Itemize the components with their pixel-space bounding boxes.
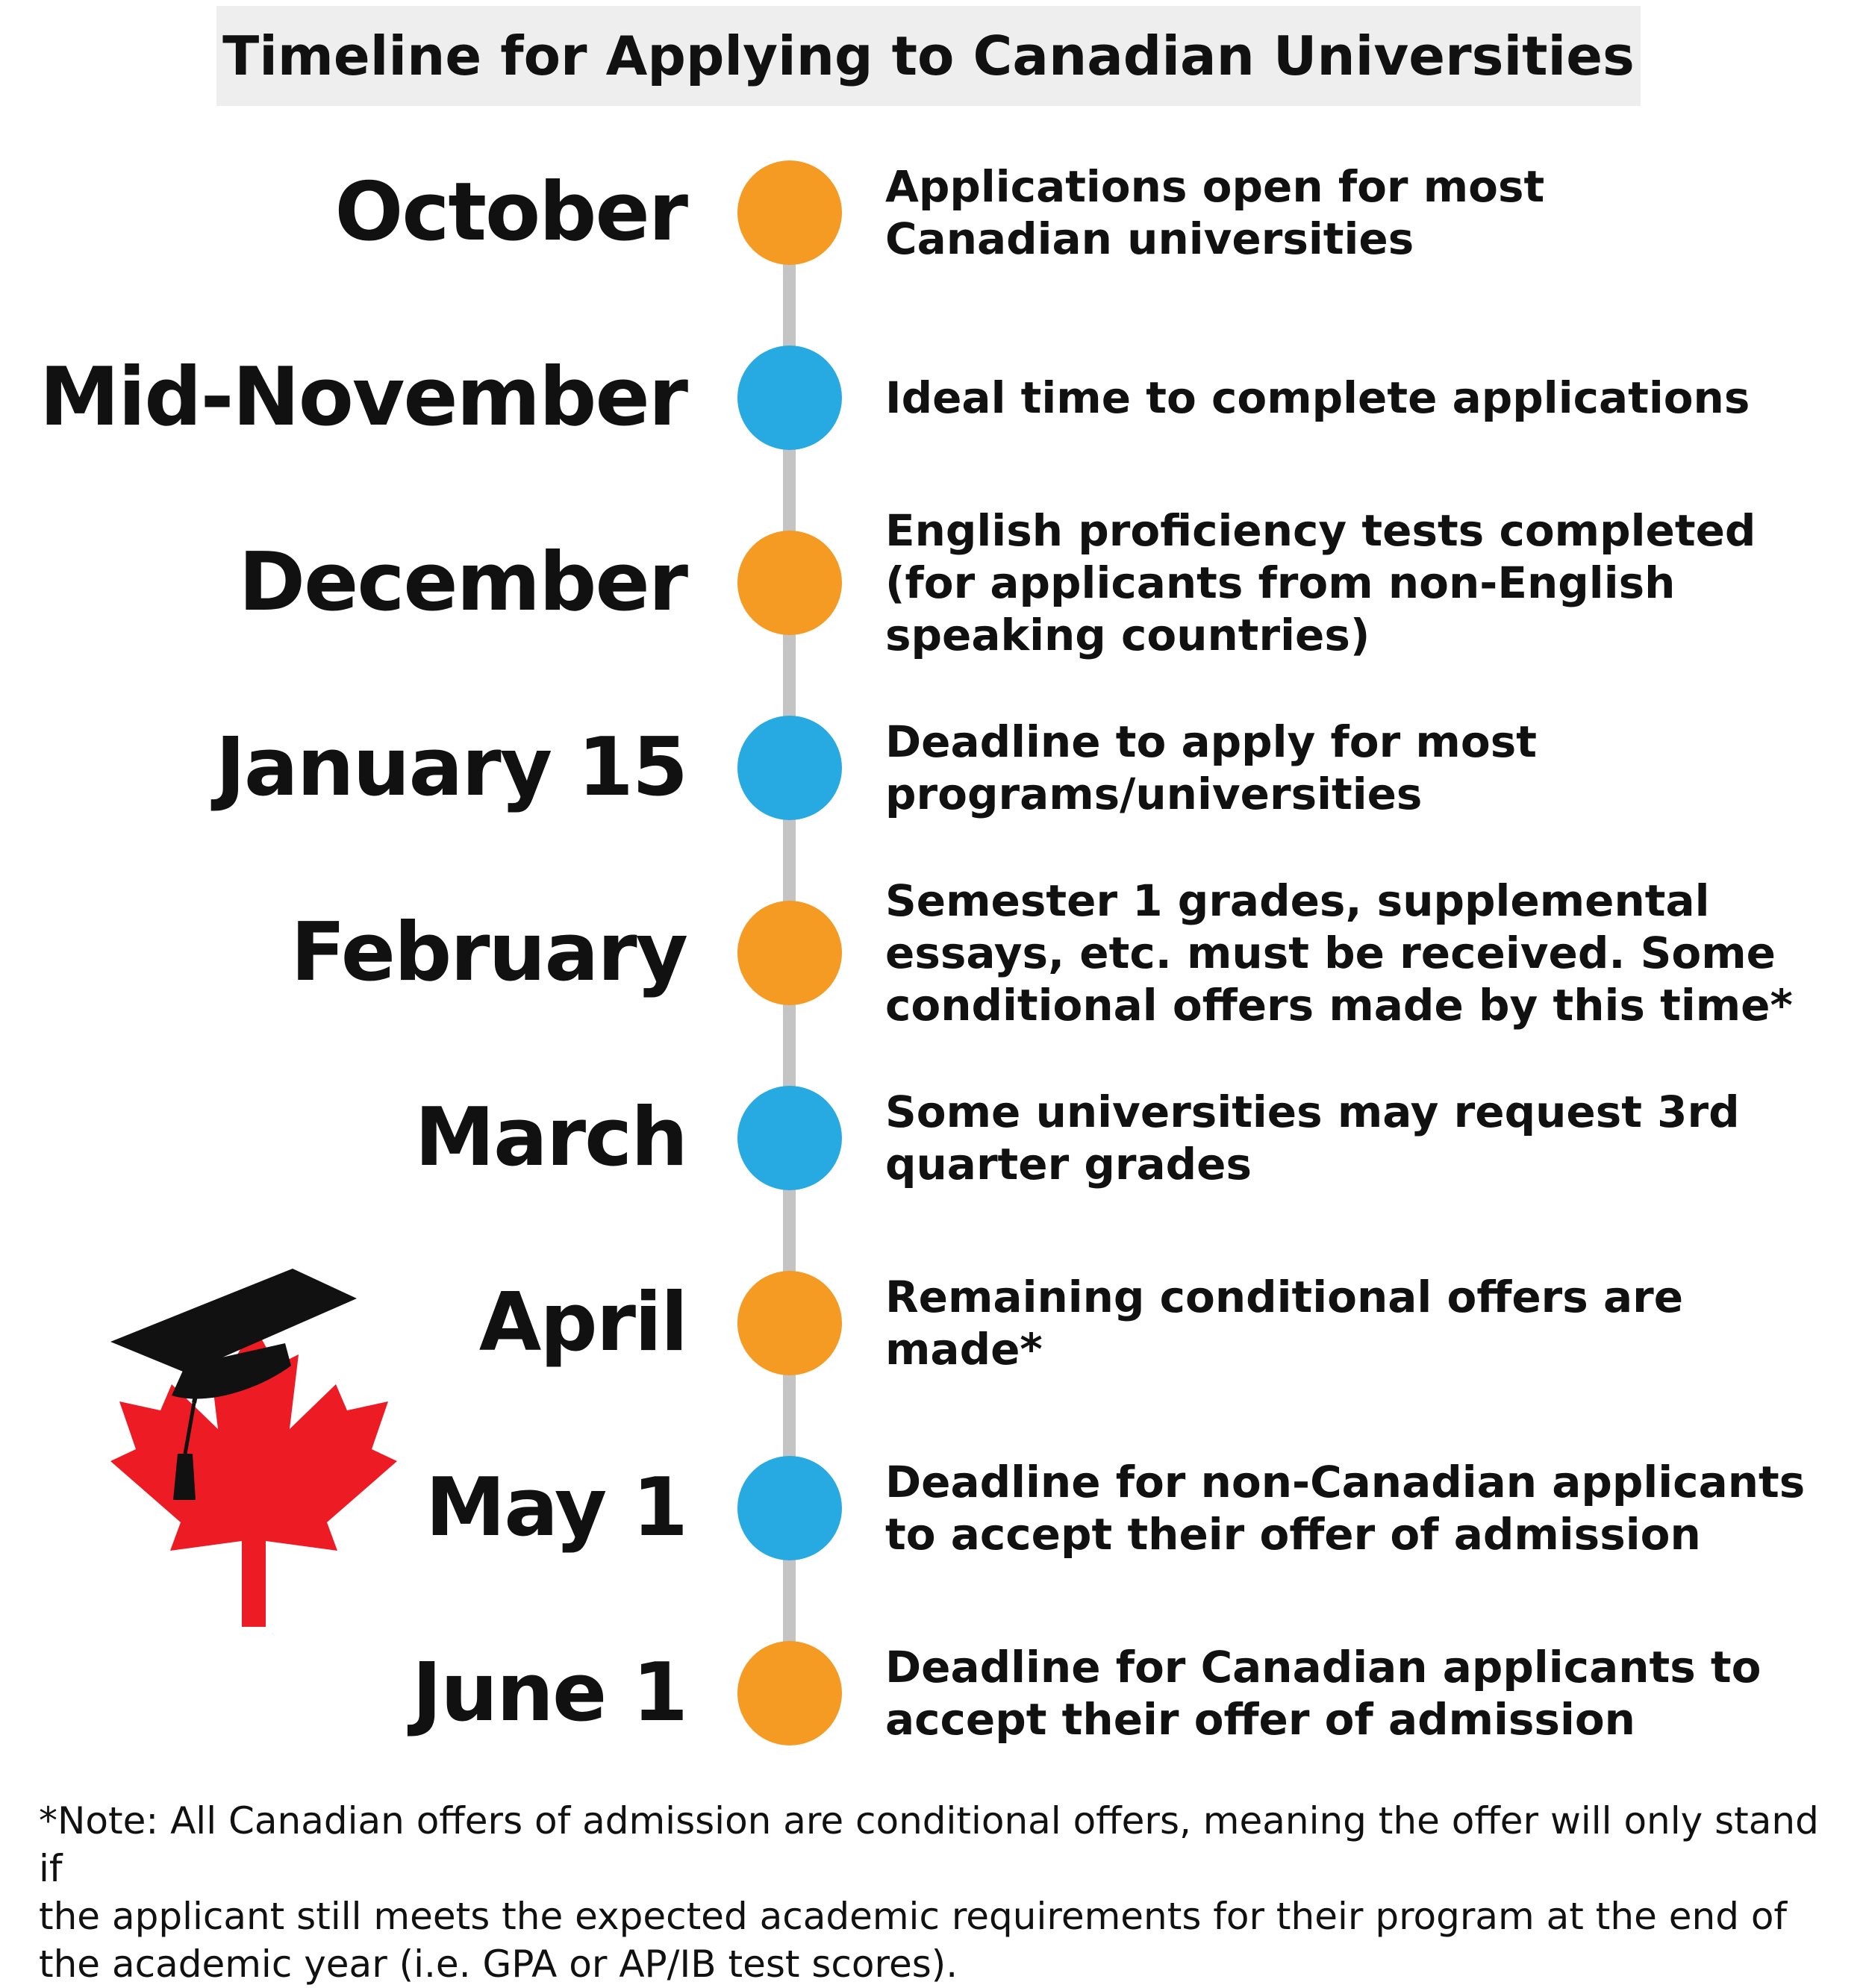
entry-description: Semester 1 grades, supplemental essays, etc. must be received. Some conditional offers made by this time* — [885, 875, 1793, 1031]
timeline-dot — [737, 346, 842, 450]
timeline-dot — [737, 1641, 842, 1745]
timeline-dot — [737, 1271, 842, 1375]
entry-description: Some universities may request 3rd quarter grades — [885, 1087, 1740, 1190]
entry-description: Remaining conditional offers are made* — [885, 1272, 1684, 1375]
timeline-dot — [737, 531, 842, 635]
entry-month: May 1 — [425, 1461, 687, 1554]
entry-month: April — [478, 1276, 687, 1369]
entry-month: October — [334, 166, 687, 259]
title-banner — [216, 6, 1641, 106]
entry-month: February — [290, 906, 687, 999]
maple-leaf-graduation-illustration — [90, 1254, 418, 1642]
entry-month: December — [238, 536, 687, 629]
entry-description: Deadline for non-Canadian applicants to accept their offer of admission — [885, 1457, 1806, 1560]
timeline-dot — [737, 716, 842, 820]
entry-description: English proficiency tests completed (for applicants from non-English speaking countries) — [885, 505, 1756, 660]
entry-month: Mid-November — [39, 351, 687, 444]
timeline-dot — [737, 1456, 842, 1560]
entry-description: Deadline to apply for most programs/universities — [885, 716, 1537, 819]
entry-month: January 15 — [215, 721, 687, 814]
entry-month: March — [414, 1091, 687, 1184]
timeline-dot — [737, 160, 842, 265]
timeline-dot — [737, 1086, 842, 1190]
entry-month: June 1 — [412, 1646, 687, 1740]
entry-description: Applications open for most Canadian universities — [885, 161, 1545, 264]
page-title: Timeline for Applying to Canadian Universities — [222, 25, 1635, 87]
entry-description: Ideal time to complete applications — [885, 372, 1750, 423]
footnote: *Note: All Canadian offers of admission are conditional offers, meaning the offer will only stand if the applicant still meets the expected academic requirements for their program at the end of the academic year (i.e. GPA or AP/IB test scores). — [39, 1799, 1819, 1986]
timeline-dot — [737, 901, 842, 1005]
entry-description: Deadline for Canadian applicants to accept their offer of admission — [885, 1642, 1762, 1745]
